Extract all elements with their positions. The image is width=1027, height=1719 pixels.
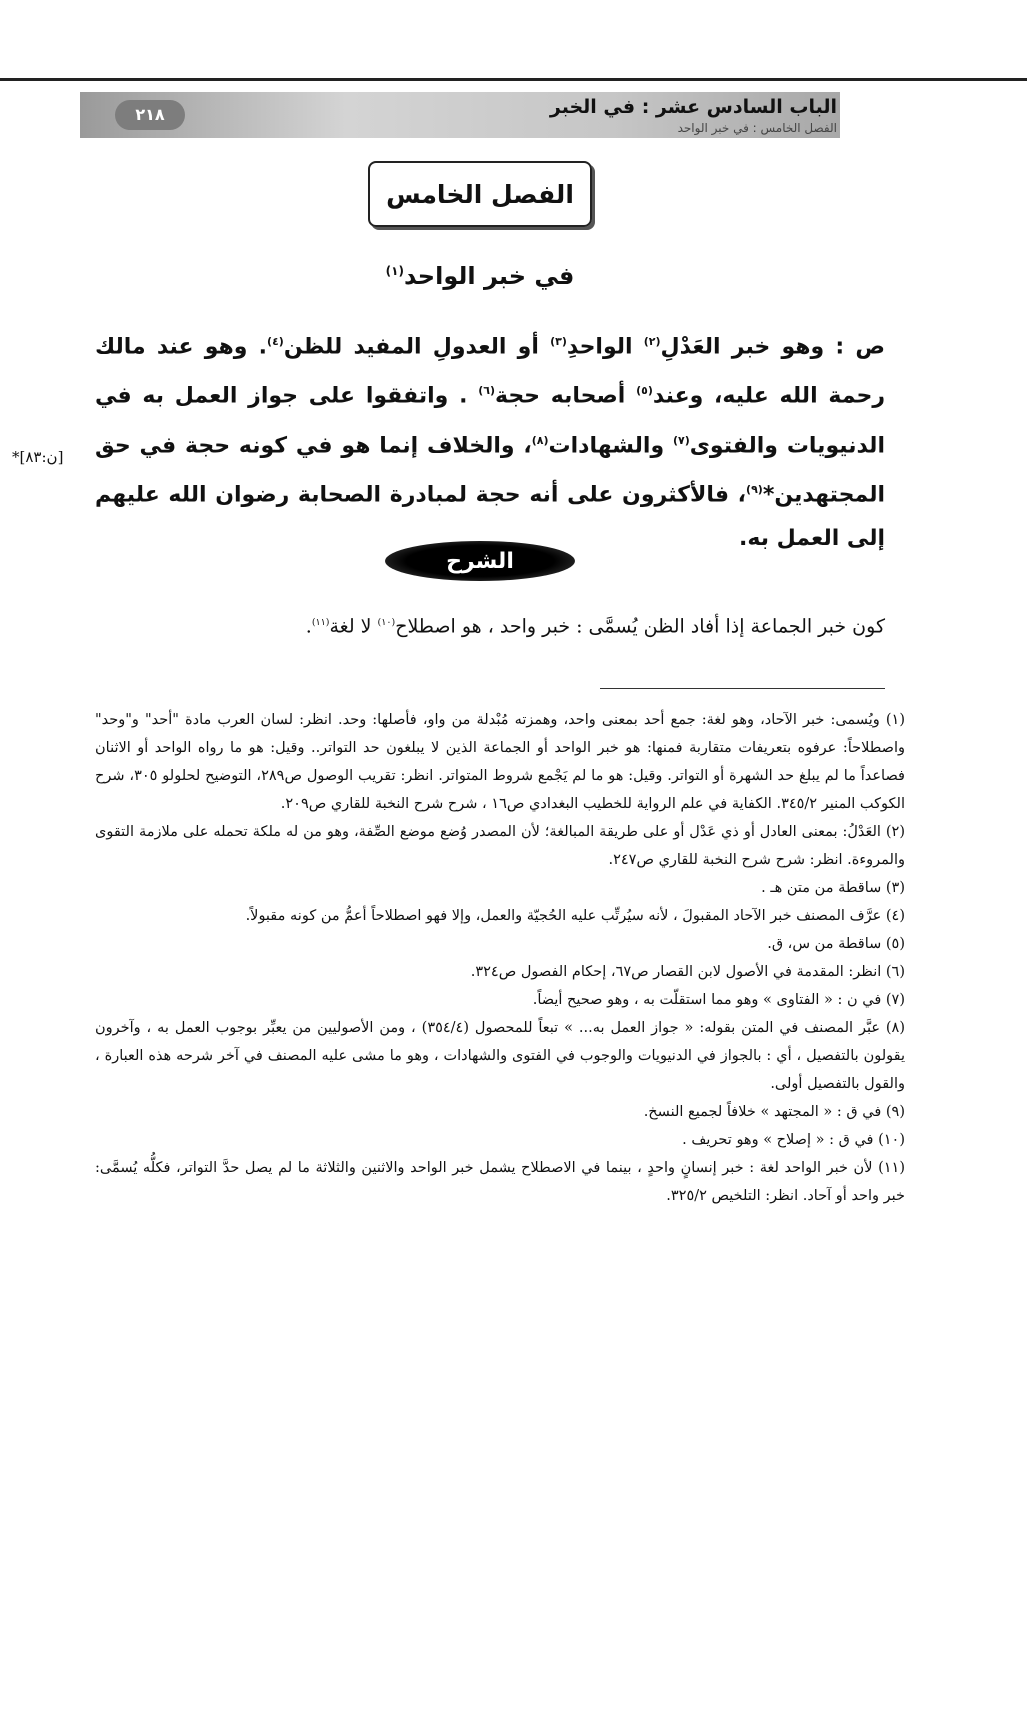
chapter-title: الفصل الخامس	[368, 161, 592, 227]
matn-note-ref: (٤)	[267, 335, 284, 348]
matn-note-ref: (٥)	[636, 384, 653, 398]
matn-note-ref: (٩)	[746, 482, 763, 496]
footnote: (٨) عبَّر المصنف في المتن بقوله: « جواز العمل به... » تبعاً للمحصول (٣٥٤/٤) ، ومن الأصوليين من يعبِّر بوجوب العمل به ، وآخرون يقولون بالتفصيل ، أي : بالجواز في الدنيويات والوجوب في الفتوى والشهادات ، وهو ما مشى عليه المصنف في آخر شرحه هذه العبارة ، والقول بالتفصيل أولى.	[95, 1020, 905, 1092]
matn-segment: والشهادات	[548, 432, 673, 458]
matn-note-ref: (٨)	[531, 433, 549, 447]
footnote: (٧) في ن : « الفتاوى » وهو مما استقلّت به ، وهو صحيح أيضاً.	[532, 992, 905, 1008]
footnote: (١١) لأن خبر الواحد لغة : خبر إنسانٍ واحدٍ ، بينما في الاصطلاح يشمل خبر الواحد والاثنين والثلاثة ما لم يصل حدَّ التواتر، فكلُّه يُسمَّى: خبر واحد أو آحاد. انظر: التلخيص ٣٢٥/٢.	[95, 1160, 905, 1204]
footnote: (٩) في ق : « المجتهد » خلافاً لجميع النسخ.	[643, 1104, 905, 1120]
footnote: (٣) ساقطة من متن هـ .	[761, 880, 905, 896]
section-subtitle	[200, 262, 760, 290]
sharh-note-ref: (١٠)	[377, 617, 396, 628]
sharh-segment: كون خبر الجماعة إذا أفاد الظن يُسمَّى : خبر واحد ، هو اصطلاح	[395, 615, 885, 638]
footnote: (٦) انظر: المقدمة في الأصول لابن القصار ص٦٧، إحكام الفصول ص٣٢٤.	[470, 964, 905, 980]
matn-segment: ، فالأكثرون على أنه حجة لمبادرة الصحابة رضوان الله عليهم إلى العمل به.	[95, 482, 885, 552]
sharh-label: الشرح	[385, 541, 575, 581]
subtitle-text: في خبر الواحد	[403, 262, 575, 290]
matn-note-ref: (٣)	[550, 335, 567, 348]
matn-note-ref: (٢)	[643, 335, 661, 348]
footnote: (١٠) في ق : « إصلاح » وهو تحريف .	[682, 1132, 905, 1148]
running-subtitle: الفصل الخامس : في خبر الواحد	[677, 121, 837, 135]
manuscript-side-ref: *[ن:٨٣]	[12, 448, 64, 466]
sharh-segment: لا لغة	[329, 615, 378, 638]
sharh-paragraph	[95, 605, 885, 644]
page-number: ٢١٨	[115, 100, 185, 130]
footnote: (١) ويُسمى: خبر الآحاد، وهو لغة: جمع أحد بمعنى واحد، وهمزته مُبْدلة من واو، فأصلها: وحد. انظر: لسان العرب مادة "أحد" و"وحد" واصطلاحاً: عرفوه بتعريفات متقاربة فمنها: هو خبر الواحد أو الجماعة الذين لا يبلغون حد التواتر.. وقيل: هو ما رواه الواحد أو الاثنان فصاعداً ما لم يبلغ حد الشهرة أو التواتر. وقيل: هو ما لم يَجْمع شروط المتواتر. انظر: تقريب الوصول ص٢٨٩، التوضيح لحلولو ٣٠٥، شرح الكوكب المنير ٣٤٥/٢. الكفاية في علم الرواية للخطيب البغدادي ص١٦ ، شرح شرح النخبة للقاري ص٢٠٩.	[95, 712, 905, 812]
matn-segment: . وهو عند مالك رحمة الله عليه، وعند	[95, 334, 885, 409]
matn-segment: أو العدولِ المفيد للظن	[283, 334, 551, 360]
footnotes	[95, 706, 905, 1210]
matn-note-ref: (٧)	[672, 433, 690, 447]
matn-note-ref: (٦)	[478, 384, 495, 398]
sharh-note-ref: (١١)	[311, 617, 330, 628]
matn-segment: ، والخلاف إنما هو في كونه حجة في حق المجتهدين*	[95, 432, 885, 508]
footnote-separator	[600, 688, 885, 689]
footnote: (٥) ساقطة من س، ق.	[767, 936, 905, 952]
footnote: (٢) العَدْلُ: بمعنى العادل أو ذي عَدْل أو على طريقة المبالغة؛ لأن المصدر وُضع موضع الصِّفة، وهو من له ملكة تحمله على ملازمة التقوى والمروءة. انظر: شرح شرح النخبة للقاري ص٢٤٧.	[95, 824, 905, 868]
top-rule	[0, 78, 1027, 81]
subtitle-note-ref: (١)	[385, 264, 404, 278]
running-title: الباب السادس عشر : في الخبر	[549, 96, 837, 118]
sharh-segment: .	[305, 615, 312, 638]
matn-segment: ص : وهو خبر العَدْلِ	[660, 334, 886, 360]
matn-segment: أصحابه حجة	[494, 383, 637, 409]
matn-segment: الواحدِ	[566, 334, 644, 360]
matn-segment: . واتفقوا على جواز العمل به في الدنيويات والفتوى	[95, 383, 885, 458]
matn-paragraph	[95, 320, 885, 561]
footnote: (٤) عرَّف المصنف خبر الآحاد المقبولَ ، لأنه سيُرتِّب عليه الحُجيّة والعمل، وإلا فهو اصطلاحاً أعمُّ من كونه مقبولاً.	[245, 908, 905, 924]
